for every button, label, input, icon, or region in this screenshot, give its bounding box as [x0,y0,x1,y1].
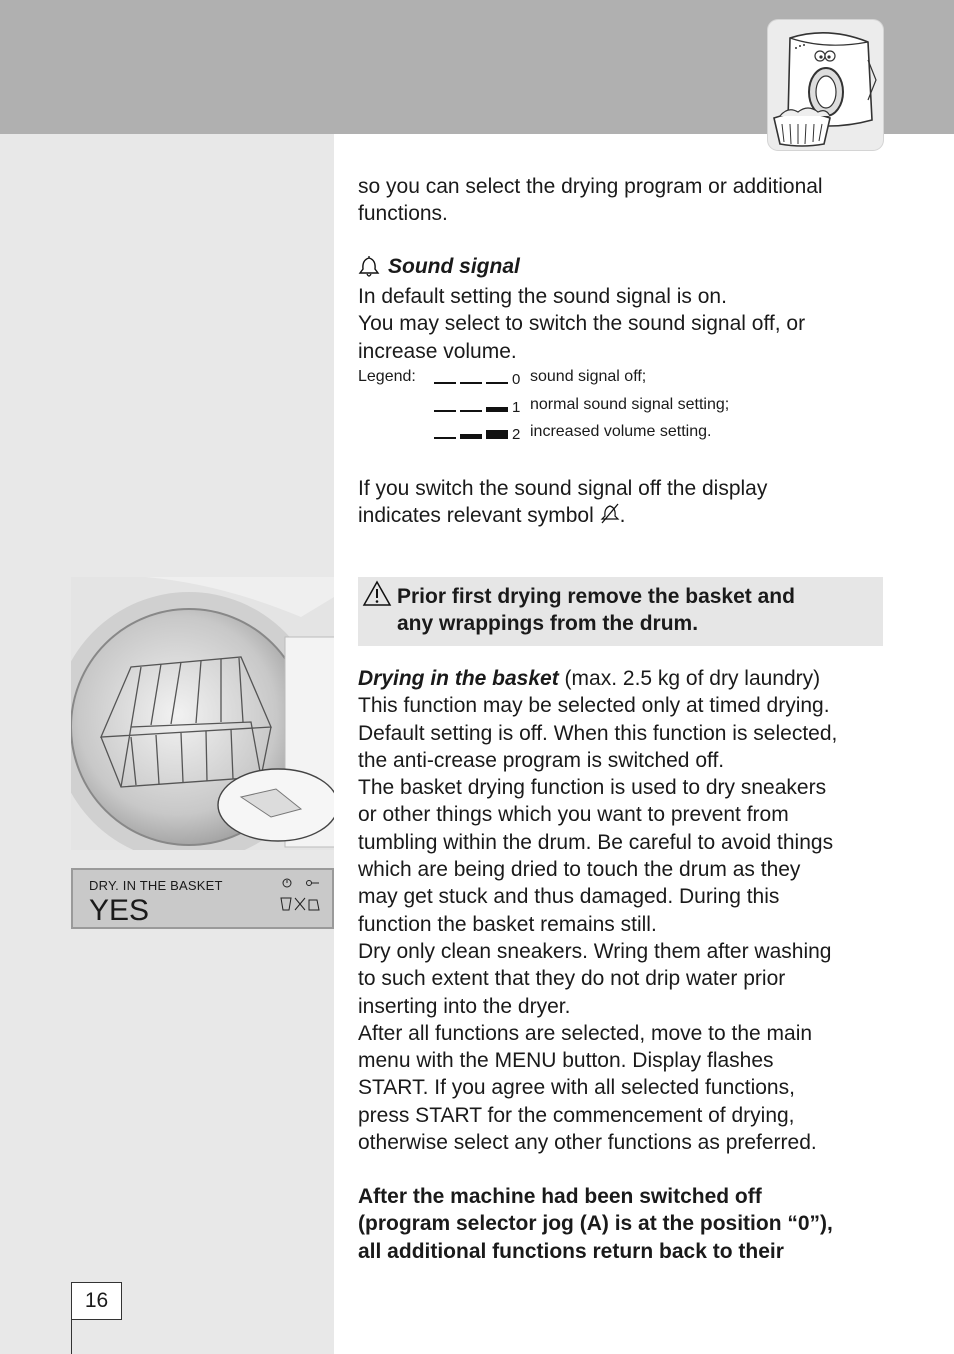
legend-level: 0 [512,371,521,388]
sound-signal-title: Sound signal [388,255,520,278]
body-line: After all functions are selected, move to the main [358,1021,813,1045]
body-line: If you switch the sound signal off the display [358,477,768,500]
intro-line: so you can select the drying program or additional [358,175,823,198]
body-line: press START for the commencement of drying, [358,1103,795,1127]
body-line: After the machine had been switched off [358,1185,762,1208]
volume-bars-icon [434,402,510,412]
body-line: function the basket remains still. [358,912,657,936]
legend-level: 1 [512,399,521,416]
display-panel [71,868,334,929]
display-label: DRY. IN THE BASKET [89,878,223,893]
intro-line: functions. [358,202,448,226]
sound-off-note [358,475,888,530]
body-line: You may select to switch the sound signal off, or [358,312,806,336]
body-line: all additional functions return back to their [358,1239,784,1263]
warning-text [397,583,867,637]
dryer-mascot-logo [768,20,883,150]
legend-text: sound signal off; [530,368,647,385]
legend-title: Legend: [358,368,416,385]
drum-basket-photo [71,577,334,850]
body-line: or other things which you want to prevent from [358,803,789,827]
legend-row [358,423,878,445]
body-line: START. If you agree with all selected functions, [358,1076,795,1100]
sound-signal-body [358,283,888,365]
body-line: This function may be selected only at timed drying. [358,694,830,718]
page-number: 16 [71,1282,122,1320]
display-status-icons [279,876,323,919]
body-line: otherwise select any other functions as preferred. [358,1131,817,1155]
volume-bars-icon [434,374,510,384]
body-line: to such extent that they do not drip water prior [358,967,786,991]
basket-section [358,665,888,1156]
body-line: menu with the MENU button. Display flashes [358,1049,774,1073]
legend-text: increased volume setting. [530,423,712,440]
body-line: Default setting is off. When this function is selected, [358,721,838,745]
body-line: which are being dried to touch the drum as they [358,858,801,882]
display-value: YES [89,894,150,927]
basket-heading [358,665,888,692]
intro-paragraph [358,173,888,228]
body-line [358,502,888,529]
body-line: may get stuck and thus damaged. During this [358,885,780,909]
body-line: the anti-crease program is switched off. [358,748,725,772]
sound-signal-heading [358,255,520,279]
basket-title-note: (max. 2.5 kg of dry laundry) [558,667,821,690]
warning-box [358,577,883,646]
legend-text: normal sound signal setting; [530,396,730,413]
body-line: Dry only clean sneakers. Wring them after washing [358,939,832,963]
body-line: inserting into the dryer. [358,994,571,1018]
warning-line: Prior first drying remove the basket and [397,585,795,608]
body-line-end: . [619,504,626,528]
legend-row [358,368,878,390]
body-line: increase volume. [358,339,517,363]
legend-row [358,396,878,418]
body-line: (program selector jog (A) is at the position “0”), [358,1212,833,1236]
body-line-text: indicates relevant symbol [358,504,594,528]
legend-level: 2 [512,426,521,443]
warning-triangle-icon [362,580,392,608]
body-line: In default setting the sound signal is on. [358,285,727,308]
page-number-rule [71,1320,72,1354]
warning-line: any wrappings from the drum. [397,612,699,635]
basket-title: Drying in the basket [358,667,559,690]
final-note [358,1183,888,1265]
bell-off-icon [600,503,620,525]
body-line: The basket drying function is used to dry sneakers [358,776,827,800]
volume-bars-icon [434,429,510,439]
body-line: tumbling within the drum. Be careful to avoid things [358,830,834,854]
bell-icon [358,255,380,279]
